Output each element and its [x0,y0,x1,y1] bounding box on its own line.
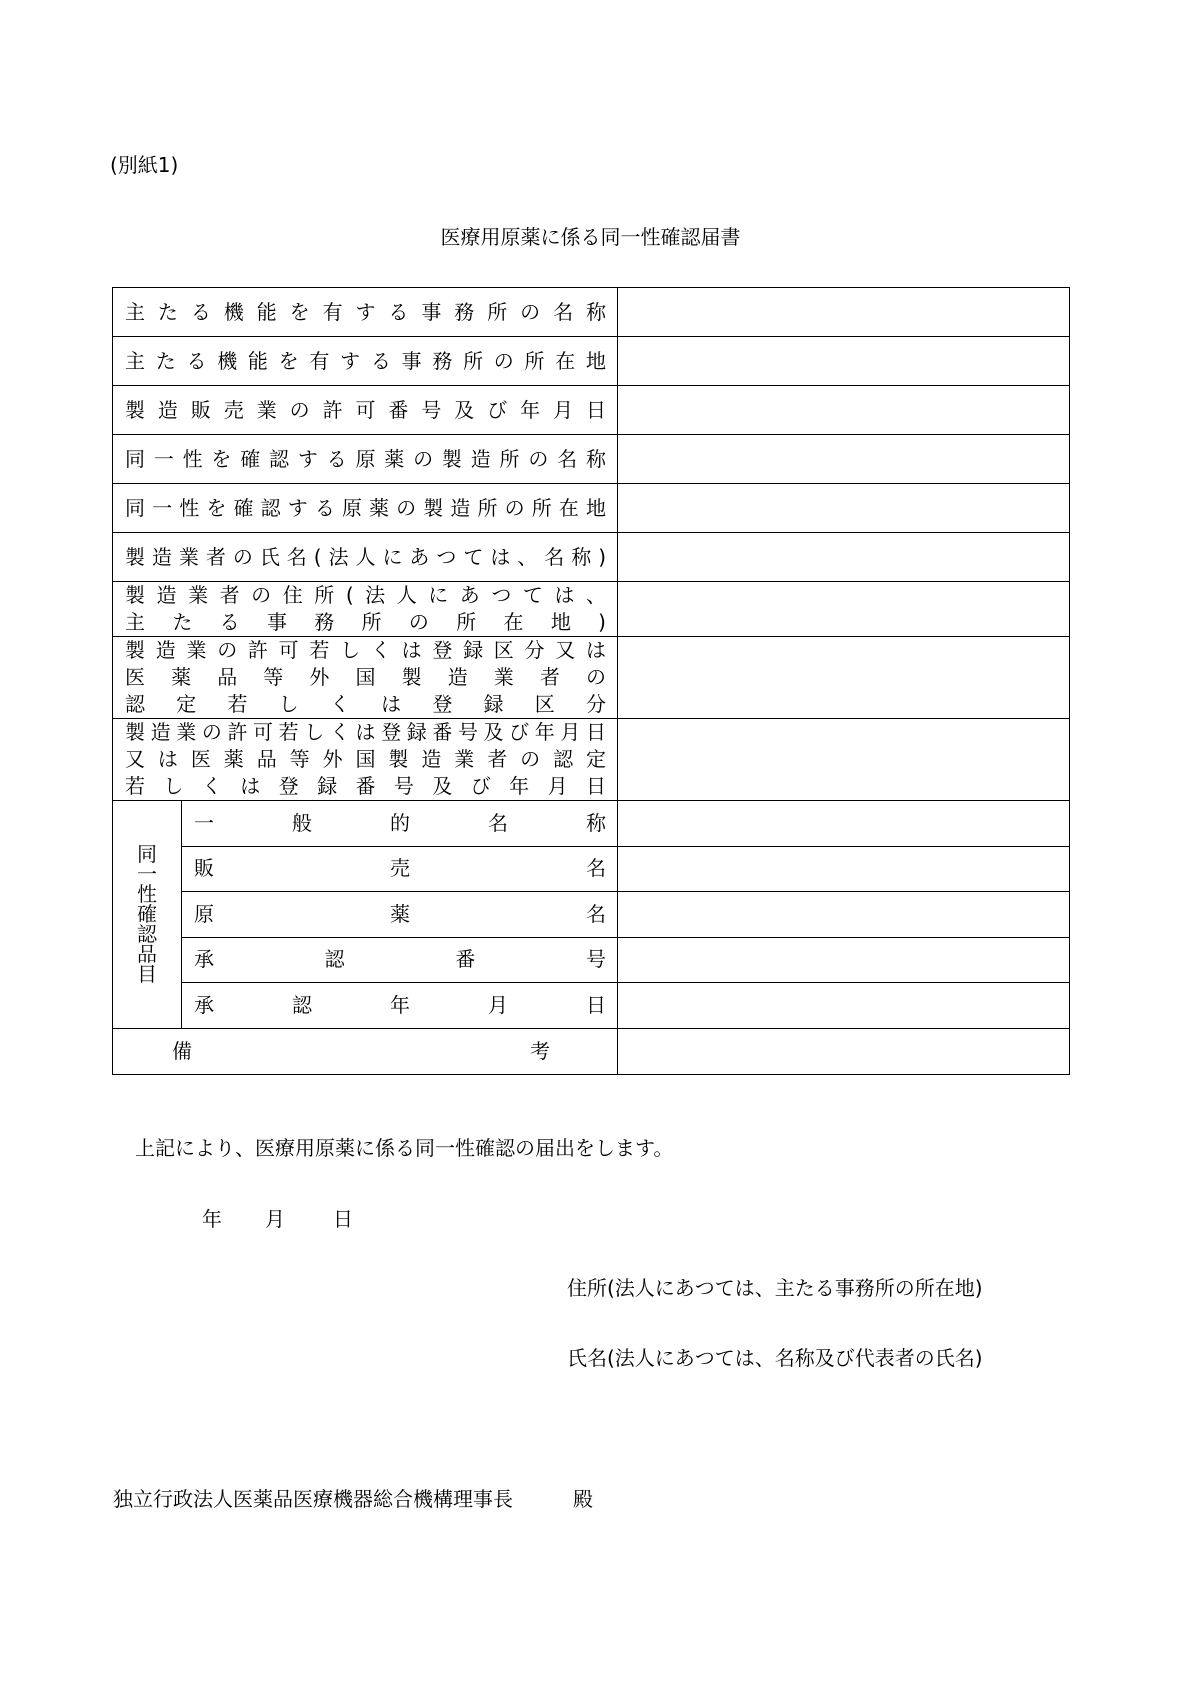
row-label-line: 製造業者の氏名(法人にあつては、名称) [125,544,606,569]
row-label-line: 主たる事務所の所在地) [125,610,606,634]
group-row [113,892,1070,938]
row-label [113,719,618,801]
row-label [113,637,618,719]
group-row-value-field[interactable] [618,937,1070,983]
group-row-value-field[interactable] [618,846,1070,892]
group-row-label: 販売名 [194,856,606,881]
name-label: 氏名(法人にあつては、名称及び代表者の氏名) [567,1346,983,1370]
table-row [113,435,1070,484]
row-label [113,533,618,582]
group-row-label: 一般的名称 [194,810,606,835]
document-title: 医療用原薬に係る同一性確認届書 [440,225,741,249]
group-row [113,983,1070,1029]
table-row [113,484,1070,533]
row-label-line: 主たる機能を有する事務所の名称 [125,299,606,324]
row-value-field[interactable] [618,637,1070,719]
form-table [112,287,1070,1075]
table-row [113,719,1070,801]
remarks-value-field[interactable] [618,1028,1070,1074]
statement-text: 上記により、医療用原薬に係る同一性確認の届出をします。 [135,1136,674,1160]
row-value-field[interactable] [618,719,1070,801]
group-row [113,846,1070,892]
row-label-line: 製造業の許可若しくは登録区分又は [125,638,606,662]
row-value-field[interactable] [618,435,1070,484]
row-label-line: 若しくは登録番号及び年月日 [125,774,606,798]
row-label-line: 製造業者の住所(法人にあつては、 [125,583,606,607]
row-label [113,288,618,337]
row-label-line: 同一性を確認する原薬の製造所の名称 [125,446,606,471]
group-row-label-cell [182,892,618,938]
date-day-label: 日 [333,1207,353,1231]
row-label-line: 又は医薬品等外国製造業者の認定 [125,747,606,771]
group-label: 同一性確認品目 [137,842,157,987]
table-row [113,637,1070,719]
table-row [113,533,1070,582]
group-row-label: 原薬名 [194,901,606,926]
row-value-field[interactable] [618,288,1070,337]
group-row-label: 承認番号 [194,947,606,972]
group-row-label: 承認年月日 [194,992,606,1017]
row-value-field[interactable] [618,386,1070,435]
row-value-field[interactable] [618,337,1070,386]
group-row-label-cell [182,846,618,892]
group-row-label-cell [182,983,618,1029]
group-row-value-field[interactable] [618,801,1070,847]
table-row [113,288,1070,337]
row-label-line: 製造販売業の許可番号及び年月日 [125,397,606,422]
group-row-label-cell [182,937,618,983]
remarks-row [113,1028,1070,1074]
row-label-line: 製造業の許可若しくは登録番号及び年月日 [125,720,606,744]
row-value-field[interactable] [618,533,1070,582]
date-year-label: 年 [202,1207,222,1231]
group-row [113,801,1070,847]
row-label [113,582,618,637]
row-value-field[interactable] [618,582,1070,637]
row-label-line: 同一性を確認する原薬の製造所の所在地 [125,495,606,520]
group-label-cell [113,801,182,1029]
table-row [113,582,1070,637]
row-label-line: 医薬品等外国製造業者の [125,665,606,689]
table-row [113,386,1070,435]
honorific: 殿 [573,1487,593,1511]
row-label [113,435,618,484]
group-row [113,937,1070,983]
date-month-label: 月 [265,1207,285,1231]
address-label: 住所(法人にあつては、主たる事務所の所在地) [567,1276,983,1300]
row-label-line: 認定若しくは登録区分 [125,692,606,716]
row-label-line: 主たる機能を有する事務所の所在地 [125,348,606,373]
group-row-value-field[interactable] [618,892,1070,938]
row-label [113,386,618,435]
table-row [113,337,1070,386]
group-row-label-cell [182,801,618,847]
attachment-label: (別紙1) [110,153,179,177]
group-row-value-field[interactable] [618,983,1070,1029]
row-label [113,337,618,386]
addressee: 独立行政法人医薬品医療機器総合機構理事長 [113,1487,513,1511]
row-label [113,484,618,533]
remarks-label: 備考 [172,1038,550,1063]
remarks-label-cell [113,1028,618,1074]
row-value-field[interactable] [618,484,1070,533]
